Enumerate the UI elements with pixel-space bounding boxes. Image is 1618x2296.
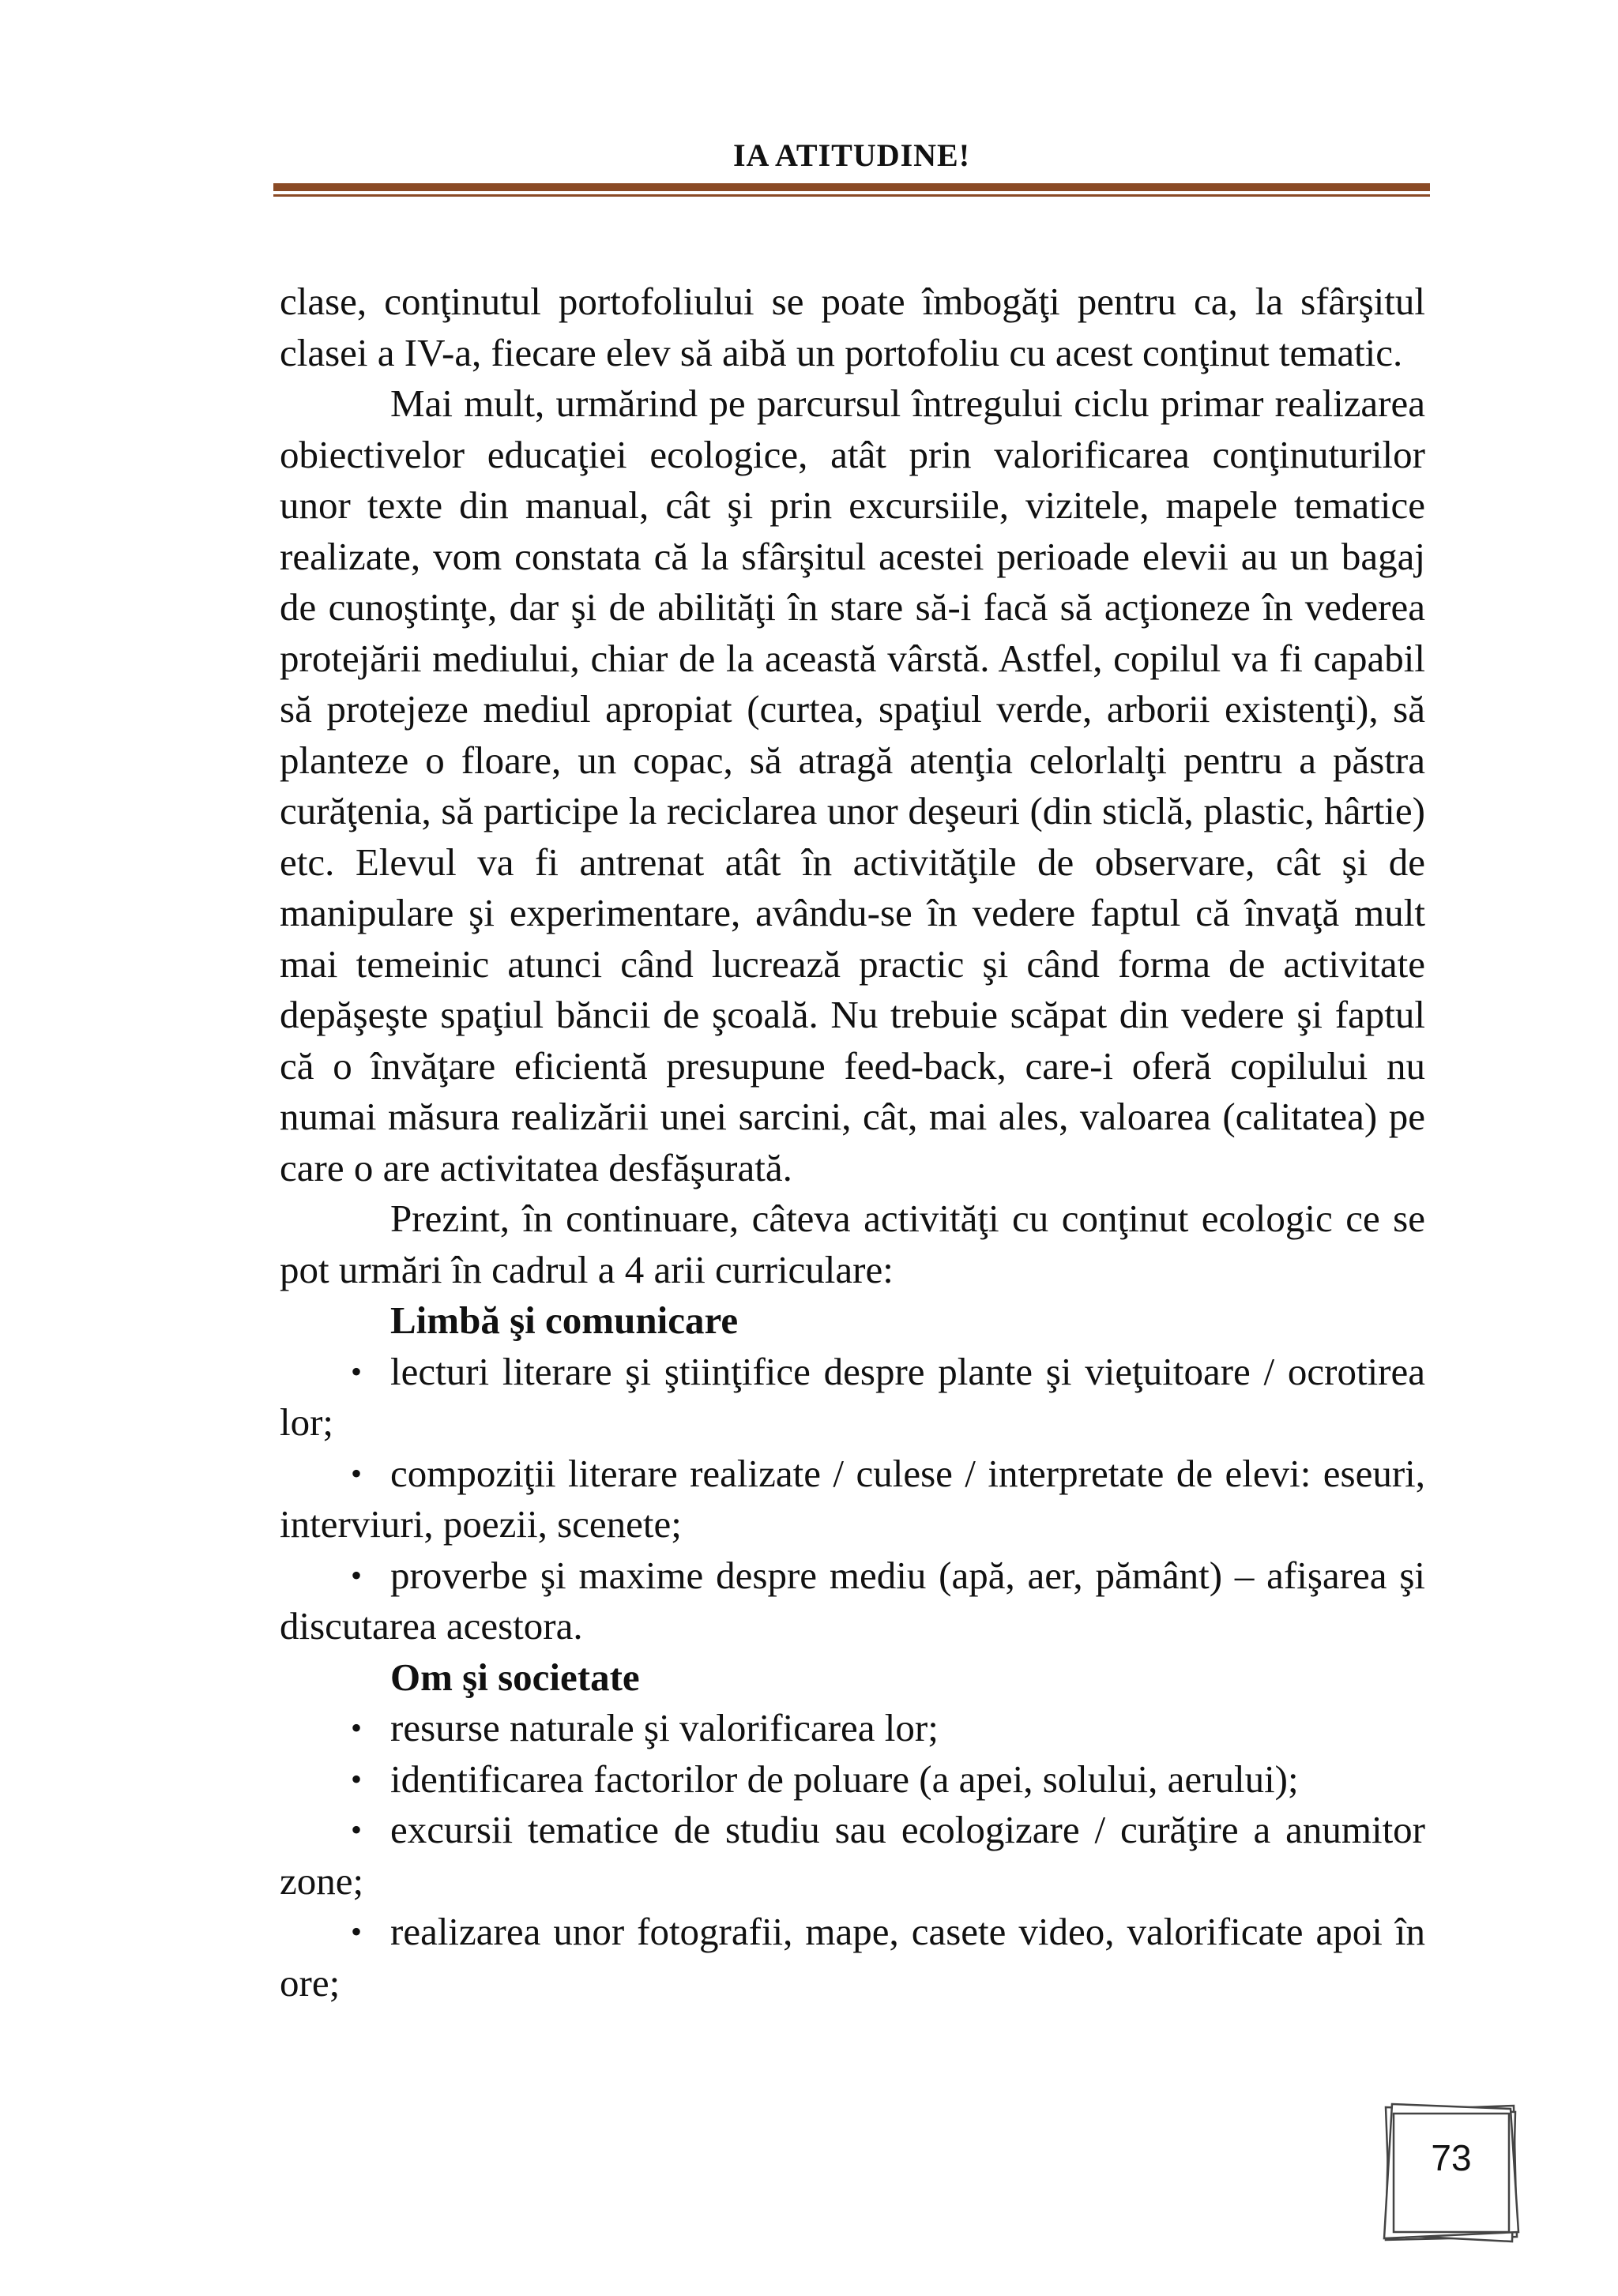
list-item [280,1347,1425,1449]
page-body [280,276,1425,2009]
page-number: 73 [1431,2137,1472,2178]
section-heading-om-si-societate: Om şi societate [390,1655,640,1699]
list-item [280,1449,1425,1550]
bullet-icon: • [351,1710,363,1745]
list-item-text: lecturi literare şi ştiinţifice despre plante şi vieţuitoare / ocrotirea lor; [280,1349,1425,1444]
paragraph-continuation: clase, conţinutul portofoliului se poate îmbogăţi pentru ca, la sfârşitul clasei a IV-a, fiecare elev să aibă un portofoliu cu acest conţinut tematic. [280,280,1425,374]
list-item [280,1805,1425,1907]
list-item-text: identificarea factorilor de poluare (a apei, solului, aerului); [390,1757,1299,1801]
bullet-icon: • [351,1761,363,1797]
list-item [280,1550,1425,1652]
bullet-icon: • [351,1557,363,1593]
bullet-icon: • [351,1914,363,1949]
list-item-text: compoziţii literare realizate / culese / interpretate de elevi: eseuri, interviuri, poezii, scenete; [280,1451,1425,1546]
list-item [280,1907,1425,2009]
bullet-icon: • [351,1455,363,1491]
list-item-text: proverbe şi maxime despre mediu (apă, aer, pământ) – afişarea şi discutarea acestora. [280,1553,1425,1648]
bullet-icon: • [351,1812,363,1847]
list-item [280,1754,1425,1806]
list-item-text: excursii tematice de studiu sau ecologizare / curăţire a anumitor zone; [280,1808,1425,1903]
list-item-text: realizarea unor fotografii, mape, casete video, valorificate apoi în ore; [280,1910,1425,2005]
section-heading-limba-si-comunicare: Limbă şi comunicare [390,1298,739,1342]
header-rule-thick [273,183,1430,191]
page-number-box [1381,2101,1522,2245]
paragraph-main: Mai mult, urmărind pe parcursul întregului ciclu primar realizarea obiectivelor educaţiei ecologice, atât prin valorificarea conţinuturilor unor texte din manual, cât şi prin excursiile, vizitele, mapele tematice realizate, vom constata că la sfârşitul acestei perioade elevii au un bagaj de cunoştinţe, dar şi de abilităţi în stare să-i facă să acţioneze în vederea protejării mediului, chiar de la această vârstă. Astfel, copilul va fi capabil să protejeze mediul apropiat (curtea, spaţiul verde, arborii existenţi), să planteze o floare, un copac, să atragă atenţia celorlalţi pentru a păstra curăţenia, să participe la reciclarea unor deşeuri (din sticlă, plastic, hârtie) etc. Elevul va fi antrenat atât în activităţile de observare, cât şi de manipulare şi experimentare, avându-se în vedere faptul că învaţă mult mai temeinic atunci când lucrează practic şi când forma de activitate depăşeşte spaţiul băncii de şcoală. Nu trebuie scăpat din vedere şi faptul că o învăţare eficientă presupune feed-back, care-i oferă copilului nu numai măsura realizării unei sarcini, cât, mai ales, valoarea (calitatea) pe care o are activitatea desfăşurată. [280,381,1425,1189]
list-item-text: resurse naturale şi valorificarea lor; [390,1706,939,1749]
header-rule-thin [273,194,1430,197]
list-item [280,1703,1425,1754]
running-header-title: IA ATITUDINE! [732,137,971,173]
paragraph-intro-activities: Prezint, în continuare, câteva activităţi cu conţinut ecologic ce se pot urmări în cadrul a 4 arii curriculare: [280,1197,1425,1291]
bullet-icon: • [351,1353,363,1389]
